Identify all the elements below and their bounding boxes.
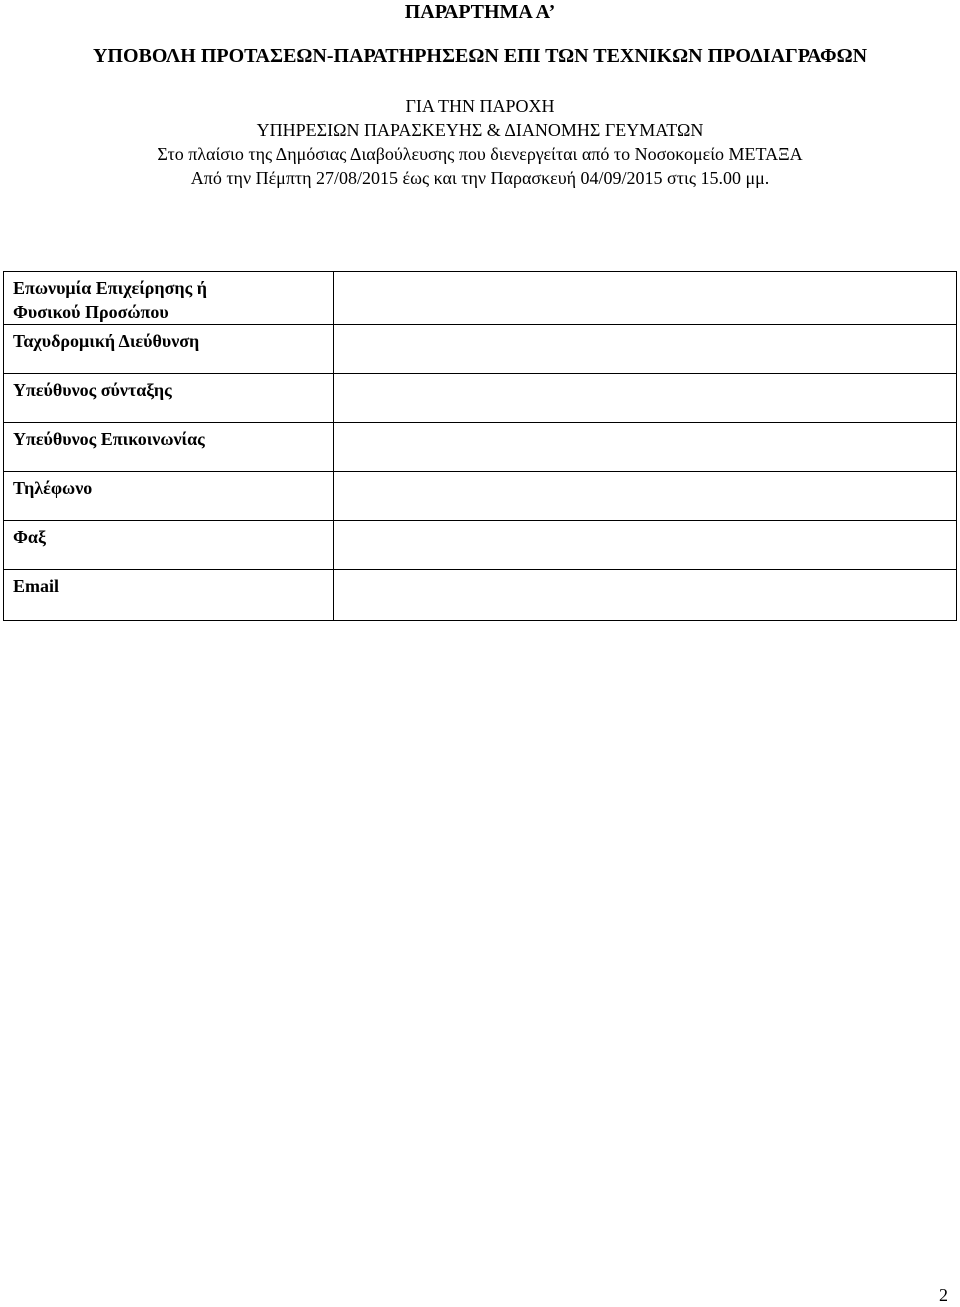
table-row-email: [4, 570, 957, 621]
table-row-author: [4, 374, 957, 423]
subtitle-line-3: Στο πλαίσιο της Δημόσιας Διαβούλευσης που διενεργείται από το Νοσοκομείο ΜΕΤΑΞΑ: [157, 144, 803, 164]
company-name-field[interactable]: [334, 272, 957, 325]
company-name-label-line-1: Επωνυμία Επιχείρησης ή: [13, 278, 207, 298]
document-title: ΥΠΟΒΟΛΗ ΠΡΟΤΑΣΕΩΝ-ΠΑΡΑΤΗΡΗΣΕΩΝ ΕΠΙ ΤΩΝ ΤΕΧΝΙΚΩΝ ΠΡΟΔΙΑΓΡΑΦΩΝ: [92, 45, 868, 67]
page-number: 2: [939, 1285, 948, 1305]
phone-label: Τηλέφωνο: [4, 472, 334, 521]
submitter-info-table: [3, 271, 957, 621]
subtitle-line-1: ΓΙΑ ΤΗΝ ΠΑΡΟΧΗ: [405, 96, 555, 116]
fax-label: Φαξ: [4, 521, 334, 570]
contact-person-field[interactable]: [334, 423, 957, 472]
subtitle-line-4: Από την Πέμπτη 27/08/2015 έως και την Παρασκευή 04/09/2015 στις 15.00 μμ.: [190, 168, 770, 188]
postal-address-field[interactable]: [334, 325, 957, 374]
email-field[interactable]: [334, 570, 957, 621]
contact-person-label: Υπεύθυνος Επικοινωνίας: [4, 423, 334, 472]
table-row-fax: [4, 521, 957, 570]
author-field[interactable]: [334, 374, 957, 423]
phone-field[interactable]: [334, 472, 957, 521]
table-row-phone: [4, 472, 957, 521]
fax-field[interactable]: [334, 521, 957, 570]
table-row-company-name: [4, 272, 957, 325]
subtitle-line-2: ΥΠΗΡΕΣΙΩΝ ΠΑΡΑΣΚΕΥΗΣ & ΔΙΑΝΟΜΗΣ ΓΕΥΜΑΤΩΝ: [256, 120, 704, 140]
company-name-label-line-2: Φυσικού Προσώπου: [13, 302, 169, 322]
table-row-contact-person: [4, 423, 957, 472]
company-name-label: [4, 272, 334, 325]
annex-heading: ΠΑΡΑΡΤΗΜΑ Α’: [404, 1, 556, 23]
email-label: Email: [4, 570, 334, 621]
author-label: Υπεύθυνος σύνταξης: [4, 374, 334, 423]
table-row-postal-address: [4, 325, 957, 374]
postal-address-label: Ταχυδρομική Διεύθυνση: [4, 325, 334, 374]
subtitle-block: [0, 94, 960, 190]
